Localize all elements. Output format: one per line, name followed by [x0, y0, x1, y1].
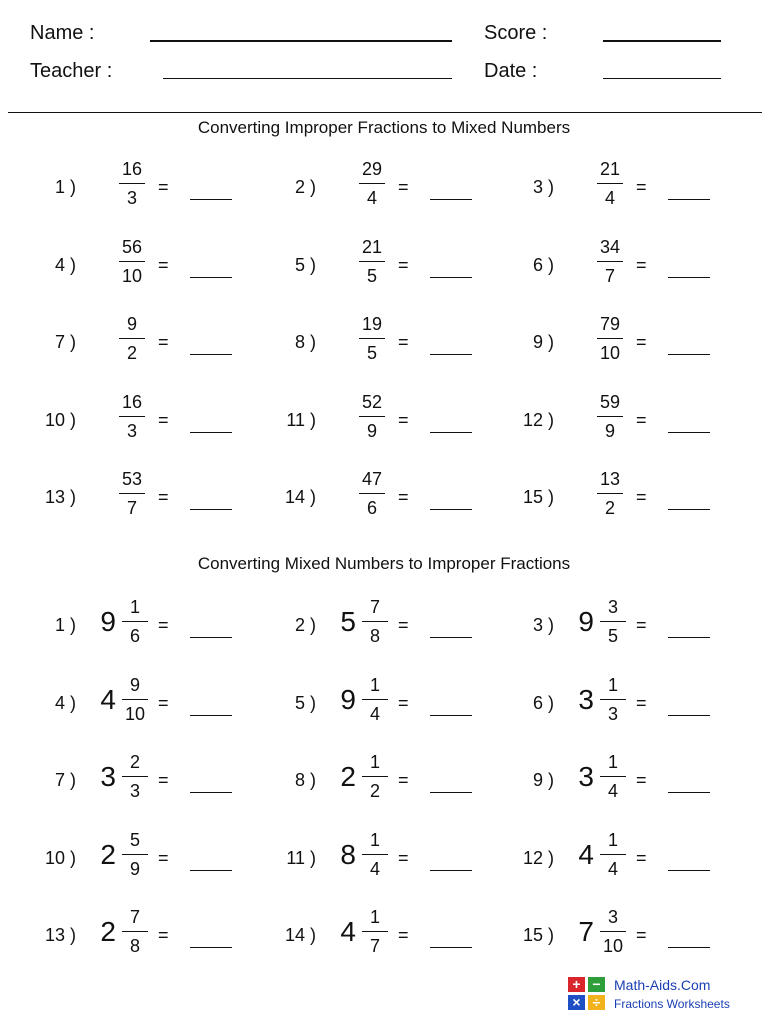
problem-number: 2 ) [294, 177, 316, 197]
score-label: Score : [484, 22, 548, 44]
problem-number: 5 ) [294, 254, 316, 275]
equals-sign: = [398, 692, 409, 713]
fraction [110, 468, 154, 519]
equals-sign: = [158, 254, 169, 275]
answer-blank[interactable] [190, 870, 232, 871]
answer-blank[interactable] [668, 947, 710, 948]
header-divider [8, 112, 762, 113]
fraction-bar [600, 699, 626, 700]
fraction-bar [122, 854, 148, 855]
name-label: Name : [30, 22, 95, 44]
equals-sign: = [158, 770, 169, 790]
improper-problem-1 [0, 152, 240, 222]
denominator: 3 [126, 188, 137, 208]
numerator: 1 [607, 829, 618, 850]
numerator: 1 [607, 752, 618, 772]
equals-sign: = [636, 615, 647, 635]
whole-number: 2 [100, 838, 116, 870]
denominator: 8 [369, 626, 380, 646]
fraction [591, 596, 635, 647]
fraction [591, 829, 635, 880]
fraction-bar [122, 699, 148, 700]
problem-number: 3 ) [532, 615, 554, 635]
problem-number: 13 ) [44, 925, 76, 945]
whole-number: 2 [340, 761, 356, 792]
answer-blank[interactable] [190, 637, 232, 638]
mixed-problem-15 [478, 900, 718, 970]
whole-number: 9 [100, 606, 116, 637]
fraction-bar [119, 338, 145, 339]
fraction-bar [600, 854, 626, 855]
numerator: 1 [369, 829, 380, 850]
whole-number: 4 [578, 838, 594, 870]
denominator: 6 [129, 626, 140, 646]
numerator: 34 [599, 236, 621, 257]
numerator: 21 [599, 159, 621, 179]
equals-sign: = [398, 177, 409, 197]
math-aids-logo [568, 975, 758, 1015]
answer-blank[interactable] [190, 792, 232, 793]
equals-sign: = [398, 254, 409, 275]
problem-number: 3 ) [532, 177, 554, 197]
answer-blank[interactable] [190, 432, 232, 433]
fraction-bar [359, 416, 385, 417]
improper-problem-10 [0, 385, 240, 455]
problem-number: 11 ) [286, 847, 316, 868]
fraction [113, 674, 157, 725]
numerator: 1 [129, 597, 140, 617]
answer-blank[interactable] [668, 277, 710, 278]
equals-sign: = [158, 615, 169, 635]
problem-number: 1 ) [54, 177, 76, 197]
fraction [588, 236, 632, 287]
equals-sign: = [398, 770, 409, 790]
numerator: 3 [607, 907, 618, 927]
improper-problem-5 [240, 230, 480, 300]
problem-number: 5 ) [294, 692, 316, 713]
fraction-bar [122, 776, 148, 777]
denominator: 2 [604, 498, 615, 518]
improper-problem-7 [0, 307, 240, 377]
denominator: 7 [604, 265, 615, 286]
answer-blank[interactable] [430, 354, 472, 355]
fraction [353, 829, 397, 880]
problem-number: 11 ) [286, 409, 316, 430]
fraction-bar [600, 931, 626, 932]
mixed-problem-7 [0, 745, 240, 815]
problem-number: 8 ) [294, 332, 316, 352]
name-line[interactable] [150, 40, 452, 42]
numerator: 1 [369, 752, 380, 772]
equals-sign: = [636, 177, 647, 197]
fraction [591, 674, 635, 725]
fraction [110, 313, 154, 364]
numerator: 29 [361, 159, 383, 179]
fraction-bar [362, 854, 388, 855]
answer-blank[interactable] [430, 432, 472, 433]
fraction [350, 391, 394, 442]
problem-number: 4 ) [54, 254, 76, 275]
denominator: 9 [604, 420, 615, 441]
fraction-bar [359, 261, 385, 262]
fraction [588, 313, 632, 364]
mixed-problem-14 [240, 900, 480, 970]
whole-number: 4 [340, 916, 356, 947]
answer-blank[interactable] [430, 199, 472, 200]
equals-sign: = [158, 409, 169, 430]
answer-blank[interactable] [668, 870, 710, 871]
answer-blank[interactable] [430, 509, 472, 510]
denominator: 10 [124, 703, 146, 724]
improper-problem-11 [240, 385, 480, 455]
problem-number: 9 ) [532, 332, 554, 352]
improper-problem-4 [0, 230, 240, 300]
teacher-line[interactable] [163, 78, 452, 79]
answer-blank[interactable] [668, 637, 710, 638]
equals-sign: = [398, 847, 409, 868]
date-label: Date : [484, 60, 538, 82]
denominator: 4 [369, 703, 380, 724]
mixed-problem-6 [478, 668, 718, 738]
fraction-bar [600, 621, 626, 622]
numerator: 56 [121, 236, 143, 257]
answer-blank[interactable] [430, 637, 472, 638]
logo-subtitle: Fractions Worksheets [614, 997, 730, 1011]
fraction [588, 391, 632, 442]
numerator: 1 [607, 674, 618, 695]
denominator: 7 [126, 498, 137, 518]
fraction [113, 596, 157, 647]
fraction-bar [597, 261, 623, 262]
numerator: 13 [599, 469, 621, 489]
numerator: 16 [121, 159, 143, 179]
math-symbols-icon [568, 977, 608, 1013]
improper-problem-14 [240, 462, 480, 532]
mixed-problem-13 [0, 900, 240, 970]
fraction-bar [119, 416, 145, 417]
section-title-mixed: Converting Mixed Numbers to Improper Fractions [197, 554, 571, 573]
answer-blank[interactable] [430, 870, 472, 871]
equals-sign: = [398, 925, 409, 945]
score-line[interactable] [603, 40, 721, 42]
whole-number: 8 [340, 838, 356, 870]
denominator: 4 [607, 858, 618, 879]
fraction [591, 751, 635, 802]
mixed-problem-4 [0, 668, 240, 738]
fraction [350, 313, 394, 364]
answer-blank[interactable] [668, 432, 710, 433]
numerator: 16 [121, 391, 143, 412]
answer-blank[interactable] [430, 947, 472, 948]
answer-blank[interactable] [668, 792, 710, 793]
answer-blank[interactable] [430, 277, 472, 278]
denominator: 2 [126, 343, 137, 363]
equals-sign: = [158, 847, 169, 868]
answer-blank[interactable] [668, 715, 710, 716]
problem-number: 14 ) [284, 925, 316, 945]
improper-problem-8 [240, 307, 480, 377]
fraction-bar [359, 183, 385, 184]
equals-sign: = [158, 692, 169, 713]
denominator: 4 [369, 858, 380, 879]
answer-blank[interactable] [190, 277, 232, 278]
problem-number: 6 ) [532, 692, 554, 713]
fraction-bar [122, 931, 148, 932]
fraction-bar [362, 699, 388, 700]
denominator: 10 [602, 936, 624, 956]
fraction [113, 829, 157, 880]
fraction-bar [119, 183, 145, 184]
problem-number: 2 ) [294, 615, 316, 635]
equals-sign: = [636, 692, 647, 713]
whole-number: 3 [578, 683, 594, 715]
answer-blank[interactable] [430, 715, 472, 716]
denominator: 4 [604, 188, 615, 208]
problem-number: 10 ) [44, 847, 76, 868]
problem-number: 6 ) [532, 254, 554, 275]
fraction-bar [122, 621, 148, 622]
problem-number: 10 ) [44, 409, 76, 430]
numerator: 5 [129, 829, 140, 850]
fraction-bar [597, 416, 623, 417]
whole-number: 2 [100, 916, 116, 947]
answer-blank[interactable] [190, 509, 232, 510]
fraction-bar [597, 493, 623, 494]
equals-sign: = [398, 332, 409, 352]
fraction-bar [119, 261, 145, 262]
logo-title: Math-Aids.Com [614, 977, 711, 993]
numerator: 7 [369, 597, 380, 617]
times-icon: × [568, 995, 585, 1010]
answer-blank[interactable] [668, 509, 710, 510]
equals-sign: = [158, 925, 169, 945]
denominator: 5 [607, 626, 618, 646]
whole-number: 3 [578, 761, 594, 792]
equals-sign: = [398, 409, 409, 430]
numerator: 2 [129, 752, 140, 772]
fraction [588, 158, 632, 209]
whole-number: 4 [100, 683, 116, 715]
problem-number: 14 ) [284, 487, 316, 507]
improper-problem-6 [478, 230, 718, 300]
denominator: 7 [369, 936, 380, 956]
numerator: 7 [129, 907, 140, 927]
equals-sign: = [636, 487, 647, 507]
fraction [353, 751, 397, 802]
equals-sign: = [158, 332, 169, 352]
answer-blank[interactable] [190, 354, 232, 355]
fraction [591, 906, 635, 957]
fraction [113, 906, 157, 957]
whole-number: 5 [340, 606, 356, 637]
fraction [350, 236, 394, 287]
whole-number: 7 [578, 916, 594, 947]
mixed-problem-10 [0, 823, 240, 893]
denominator: 3 [607, 703, 618, 724]
fraction-bar [362, 776, 388, 777]
fraction-bar [119, 493, 145, 494]
whole-number: 9 [578, 606, 594, 637]
problem-number: 1 ) [54, 615, 76, 635]
mixed-problem-2 [240, 590, 480, 660]
fraction-bar [362, 621, 388, 622]
denominator: 6 [366, 498, 377, 518]
plus-icon: + [568, 977, 585, 992]
equals-sign: = [158, 487, 169, 507]
numerator: 3 [607, 597, 618, 617]
equals-sign: = [398, 487, 409, 507]
fraction-bar [597, 183, 623, 184]
fraction [350, 468, 394, 519]
problem-number: 7 ) [54, 332, 76, 352]
denominator: 10 [599, 343, 621, 363]
mixed-problem-3 [478, 590, 718, 660]
equals-sign: = [398, 615, 409, 635]
denominator: 8 [129, 936, 140, 956]
numerator: 19 [361, 314, 383, 334]
fraction [353, 906, 397, 957]
denominator: 5 [366, 265, 377, 286]
improper-problem-15 [478, 462, 718, 532]
fraction-bar [362, 931, 388, 932]
denominator: 4 [607, 781, 618, 801]
denominator: 3 [126, 420, 137, 441]
whole-number: 9 [340, 683, 356, 715]
improper-problem-13 [0, 462, 240, 532]
problem-number: 12 ) [522, 409, 554, 430]
numerator: 53 [121, 469, 143, 489]
improper-problem-3 [478, 152, 718, 222]
problem-number: 15 ) [522, 925, 554, 945]
numerator: 52 [361, 391, 383, 412]
improper-problem-12 [478, 385, 718, 455]
denominator: 9 [366, 420, 377, 441]
numerator: 1 [369, 907, 380, 927]
mixed-problem-1 [0, 590, 240, 660]
answer-blank[interactable] [190, 715, 232, 716]
equals-sign: = [636, 925, 647, 945]
fraction [110, 391, 154, 442]
fraction [588, 468, 632, 519]
denominator: 10 [121, 265, 143, 286]
denominator: 4 [366, 188, 377, 208]
numerator: 59 [599, 391, 621, 412]
fraction [113, 751, 157, 802]
problem-number: 7 ) [54, 770, 76, 790]
problem-number: 13 ) [44, 487, 76, 507]
fraction-bar [600, 776, 626, 777]
fraction [353, 596, 397, 647]
numerator: 79 [599, 314, 621, 334]
equals-sign: = [158, 177, 169, 197]
answer-blank[interactable] [668, 354, 710, 355]
mixed-problem-5 [240, 668, 480, 738]
problem-number: 4 ) [54, 692, 76, 713]
numerator: 9 [129, 674, 140, 695]
mixed-problem-9 [478, 745, 718, 815]
minus-icon: − [588, 977, 605, 992]
denominator: 2 [369, 781, 380, 801]
equals-sign: = [636, 332, 647, 352]
equals-sign: = [636, 770, 647, 790]
section-title-improper: Converting Improper Fractions to Mixed Numbers [197, 118, 571, 137]
problem-number: 15 ) [522, 487, 554, 507]
problem-number: 9 ) [532, 770, 554, 790]
answer-blank[interactable] [430, 792, 472, 793]
improper-problem-9 [478, 307, 718, 377]
fraction-bar [359, 338, 385, 339]
numerator: 21 [361, 236, 383, 257]
answer-blank[interactable] [190, 199, 232, 200]
fraction [110, 236, 154, 287]
numerator: 9 [126, 314, 137, 334]
problem-number: 8 ) [294, 770, 316, 790]
fraction-bar [359, 493, 385, 494]
problem-number: 12 ) [522, 847, 554, 868]
answer-blank[interactable] [668, 199, 710, 200]
denominator: 5 [366, 343, 377, 363]
divide-icon: ÷ [588, 995, 605, 1010]
fraction [110, 158, 154, 209]
whole-number: 3 [100, 761, 116, 792]
numerator: 1 [369, 674, 380, 695]
improper-problem-2 [240, 152, 480, 222]
denominator: 9 [129, 858, 140, 879]
equals-sign: = [636, 847, 647, 868]
mixed-problem-8 [240, 745, 480, 815]
date-line[interactable] [603, 78, 721, 79]
denominator: 3 [129, 781, 140, 801]
numerator: 47 [361, 469, 383, 489]
equals-sign: = [636, 409, 647, 430]
fraction [350, 158, 394, 209]
fraction [353, 674, 397, 725]
mixed-problem-11 [240, 823, 480, 893]
fraction-bar [597, 338, 623, 339]
answer-blank[interactable] [190, 947, 232, 948]
equals-sign: = [636, 254, 647, 275]
mixed-problem-12 [478, 823, 718, 893]
teacher-label: Teacher : [30, 60, 113, 82]
